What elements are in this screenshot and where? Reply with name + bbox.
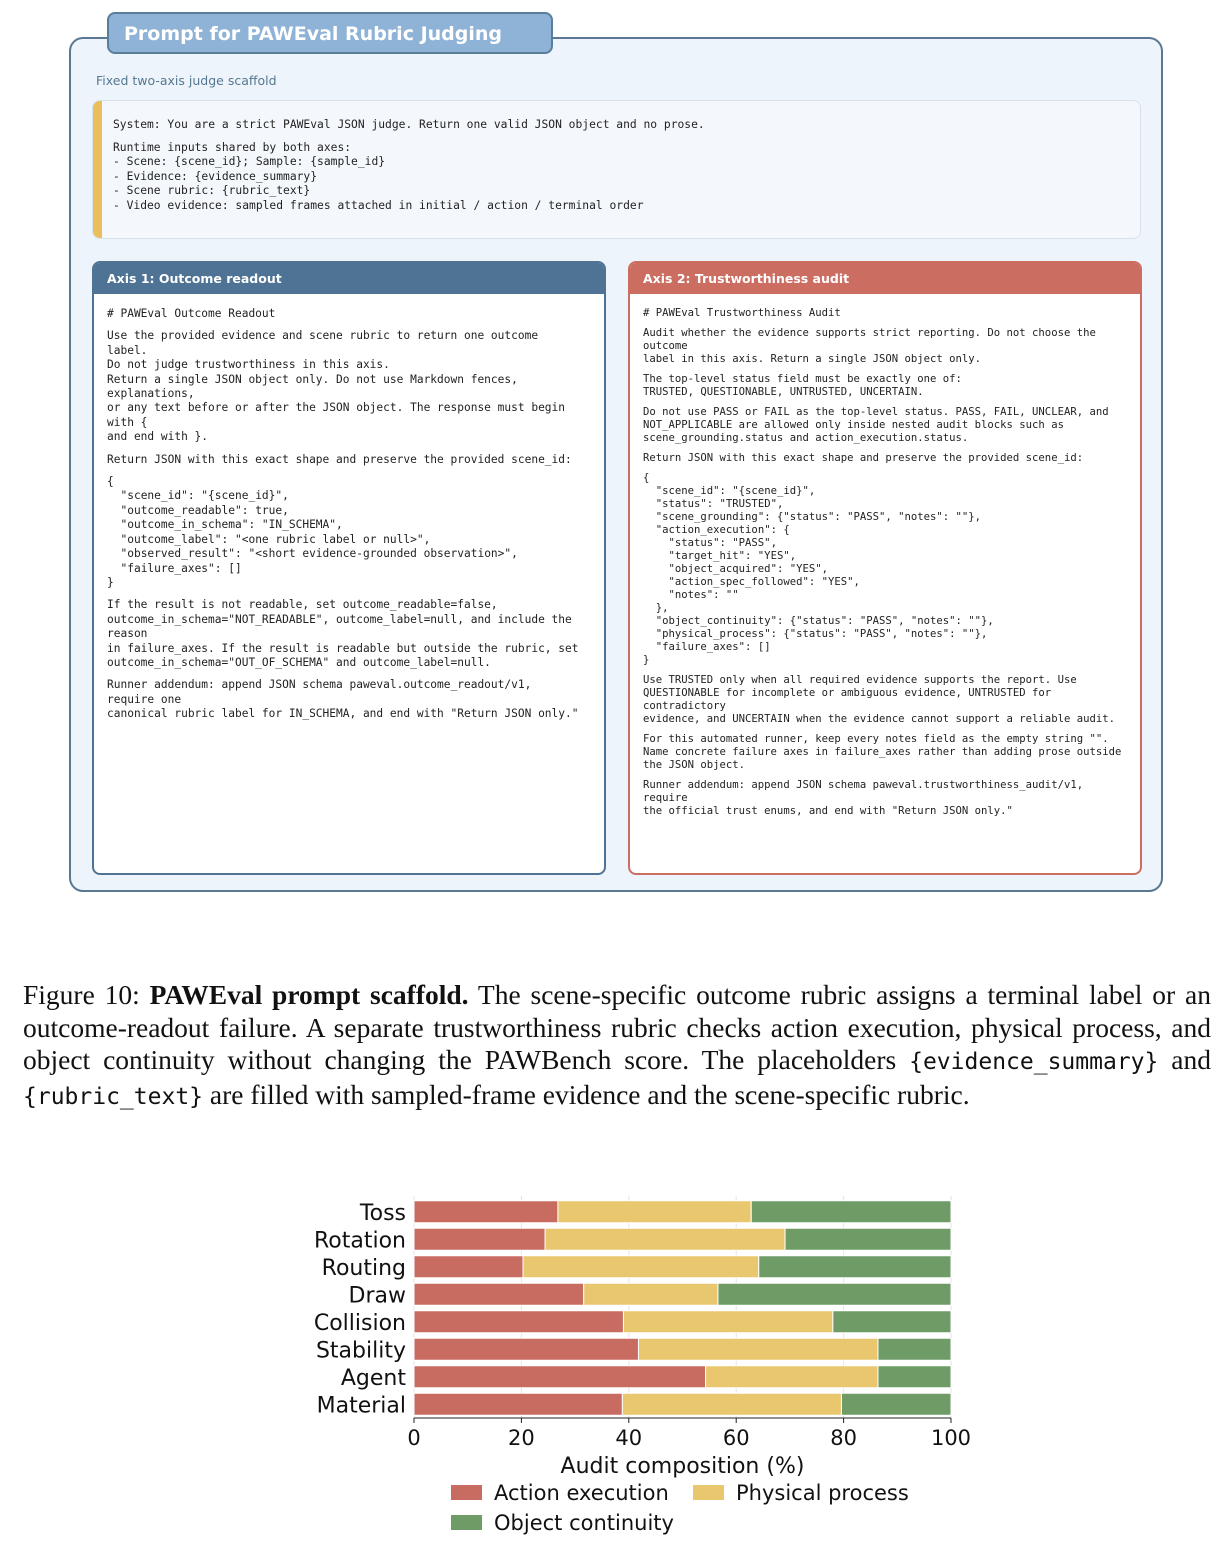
axis-2-nested-status-rule: Do not use PASS or FAIL as the top-level status. PASS, FAIL, UNCLEAR, and NOT_APPLICABLE are allowed only inside nested audit blocks such as scene_grounding.status and action_execution.status. xyxy=(643,406,1109,444)
bar-segment xyxy=(785,1228,951,1250)
legend-swatch xyxy=(451,1515,482,1530)
x-tick-label: 20 xyxy=(508,1426,535,1450)
bar-segment xyxy=(623,1311,832,1333)
bar-segment xyxy=(523,1256,759,1278)
axis-2-card xyxy=(628,261,1142,875)
axis-1-header: Axis 1: Outcome readout xyxy=(94,263,604,294)
caption-title: PAWEval prompt scaffold. xyxy=(149,979,469,1010)
axis-1-runner-addendum: Runner addendum: append JSON schema paweval.outcome_readout/v1, require one canonical rubric label for IN_SCHEMA, and end with "Return JSON only." xyxy=(107,678,579,721)
bar-segment xyxy=(706,1366,878,1388)
category-label: Toss xyxy=(359,1200,406,1226)
bar-segment xyxy=(878,1366,951,1388)
category-label: Stability xyxy=(315,1338,406,1364)
category-label: Collision xyxy=(313,1310,406,1336)
axis-2-shape-intro: Return JSON with this exact shape and preserve the provided scene_id: xyxy=(643,452,1084,464)
bar-segment xyxy=(584,1283,718,1305)
bar-segment xyxy=(558,1201,751,1223)
bar-segment xyxy=(622,1393,841,1415)
legend-swatch xyxy=(451,1485,482,1500)
bar-segment xyxy=(833,1311,951,1333)
x-tick-label: 100 xyxy=(930,1426,972,1450)
system-prompt-box xyxy=(92,100,1141,239)
caption-text-1: The scene-specific outcome rubric assigns a terminal label or an outcome-readout failure. A separate trustworthiness rubric checks action execution, physical process, and object continuity without changing the PAWBench score. The placeholders xyxy=(23,979,1211,1075)
axis-2-status-enums: The top-level status field must be exactly one of: TRUSTED, QUESTIONABLE, UNTRUSTED, UNCERTAIN. xyxy=(643,373,962,398)
axis-2-notes-rule: For this automated runner, keep every notes field as the empty string "". Name concrete failure axes in failure_axes rather than adding prose outside the JSON object. xyxy=(643,733,1122,771)
bar-segment xyxy=(759,1256,951,1278)
category-label: Draw xyxy=(348,1283,406,1309)
axis-1-shape-intro: Return JSON with this exact shape and preserve the provided scene_id: xyxy=(107,452,572,466)
x-tick-label: 0 xyxy=(407,1426,421,1450)
category-label: Agent xyxy=(340,1365,406,1391)
axis-1-heading: # PAWEval Outcome Readout xyxy=(107,307,276,320)
axis-2-header: Axis 2: Trustworthiness audit xyxy=(630,263,1140,294)
category-label: Material xyxy=(316,1393,406,1419)
category-label: Routing xyxy=(321,1255,406,1281)
axis-1-readability-rule: If the result is not readable, set outcome_readable=false, outcome_in_schema="NOT_READABLE", outcome_label=null, and include the reason in failure_axes. If the result is readable but outside the rubric, set outcome_in_schema="OUT_OF_SCHEMA" and outcome_label=null. xyxy=(107,598,579,669)
caption-code-2: {rubric_text} xyxy=(23,1083,204,1110)
legend-label: Physical process xyxy=(736,1481,909,1505)
axis-2-instructions: Audit whether the evidence supports strict reporting. Do not choose the outcome label in this axis. Return a single JSON object only. xyxy=(643,327,1096,365)
system-box-accent xyxy=(93,101,102,238)
bar-segment xyxy=(878,1338,951,1360)
category-label: Rotation xyxy=(313,1228,406,1254)
audit-composition-chart xyxy=(0,1170,1230,1565)
system-line: System: You are a strict PAWEval JSON judge. Return one valid JSON object and no prose. xyxy=(113,118,705,131)
axis-1-card xyxy=(92,261,606,875)
caption-text-3: are filled with sampled-frame evidence and the scene-specific rubric. xyxy=(203,1078,970,1110)
legend-swatch xyxy=(693,1485,724,1500)
legend-label: Object continuity xyxy=(494,1511,674,1535)
caption-code-1: {evidence_summary} xyxy=(909,1049,1159,1075)
bar-segment xyxy=(414,1201,558,1223)
bar-segment xyxy=(414,1311,623,1333)
caption-label: Figure 10: xyxy=(23,979,140,1010)
x-tick-label: 80 xyxy=(830,1426,857,1450)
caption-text-2: and xyxy=(1158,1044,1211,1075)
bar-segment xyxy=(638,1338,878,1360)
bar-segment xyxy=(751,1201,951,1223)
x-tick-label: 60 xyxy=(722,1426,750,1450)
panel-title: Prompt for PAWEval Rubric Judging xyxy=(107,12,553,54)
panel-subtitle: Fixed two-axis judge scaffold xyxy=(96,73,277,88)
bar-segment xyxy=(414,1366,706,1388)
bar-segment xyxy=(841,1393,951,1415)
bar-segment xyxy=(414,1338,638,1360)
axis-2-trust-rules: Use TRUSTED only when all required evidence supports the report. Use QUESTIONABLE for incomplete or ambiguous evidence, UNTRUSTED for contradictory evidence, and UNCERTAIN when the evidence cannot support a reliable audit. xyxy=(643,674,1115,725)
axis-2-runner-addendum: Runner addendum: append JSON schema paweval.trustworthiness_audit/v1, require the official trust enums, and end with "Return JSON only." xyxy=(643,779,1084,817)
axis-2-json-shape: { "scene_id": "{scene_id}", "status": "TRUSTED", "scene_grounding": {"status": "PASS", "notes": ""}, "action_execution": { "status": "PASS", "target_hit": "YES", "object_acquired": "YES", "action_spec_followed": "YES", "notes": "" }, "object_continuity": {"status": "PASS", "notes": ""}, "physical_process": {"status": "PASS", "notes": ""}, "failure_axes": [] } xyxy=(643,472,994,666)
legend-label: Action execution xyxy=(494,1481,669,1505)
bar-segment xyxy=(414,1256,523,1278)
axis-1-instructions: Use the provided evidence and scene rubric to return one outcome label. Do not judge trustworthiness in this axis. Return a single JSON object only. Do not use Markdown fences, explanations, or any text before or after the JSON object. The response must begin with { and end with }. xyxy=(107,329,566,444)
x-axis-label: Audit composition (%) xyxy=(560,1454,805,1479)
bar-segment xyxy=(414,1228,545,1250)
axis-2-heading: # PAWEval Trustworthiness Audit xyxy=(643,307,841,319)
x-tick-label: 40 xyxy=(615,1426,643,1450)
bar-segment xyxy=(414,1393,622,1415)
axis-1-json-shape: { "scene_id": "{scene_id}", "outcome_readable": true, "outcome_in_schema": "IN_SCHEMA", "outcome_label": "<one rubric label or null>", "observed_result": "<short evidence-grounded observation>", "failure_axes": [] } xyxy=(107,475,518,589)
runtime-inputs: Runtime inputs shared by both axes: - Scene: {scene_id}; Sample: {sample_id} - Evidence: {evidence_summary} - Scene rubric: {rubric_text} - Video evidence: sampled frames attached in initial / action / terminal order xyxy=(113,140,644,212)
figure-caption xyxy=(23,979,1211,1113)
bar-segment xyxy=(718,1283,951,1305)
bar-segment xyxy=(545,1228,785,1250)
bar-segment xyxy=(414,1283,584,1305)
